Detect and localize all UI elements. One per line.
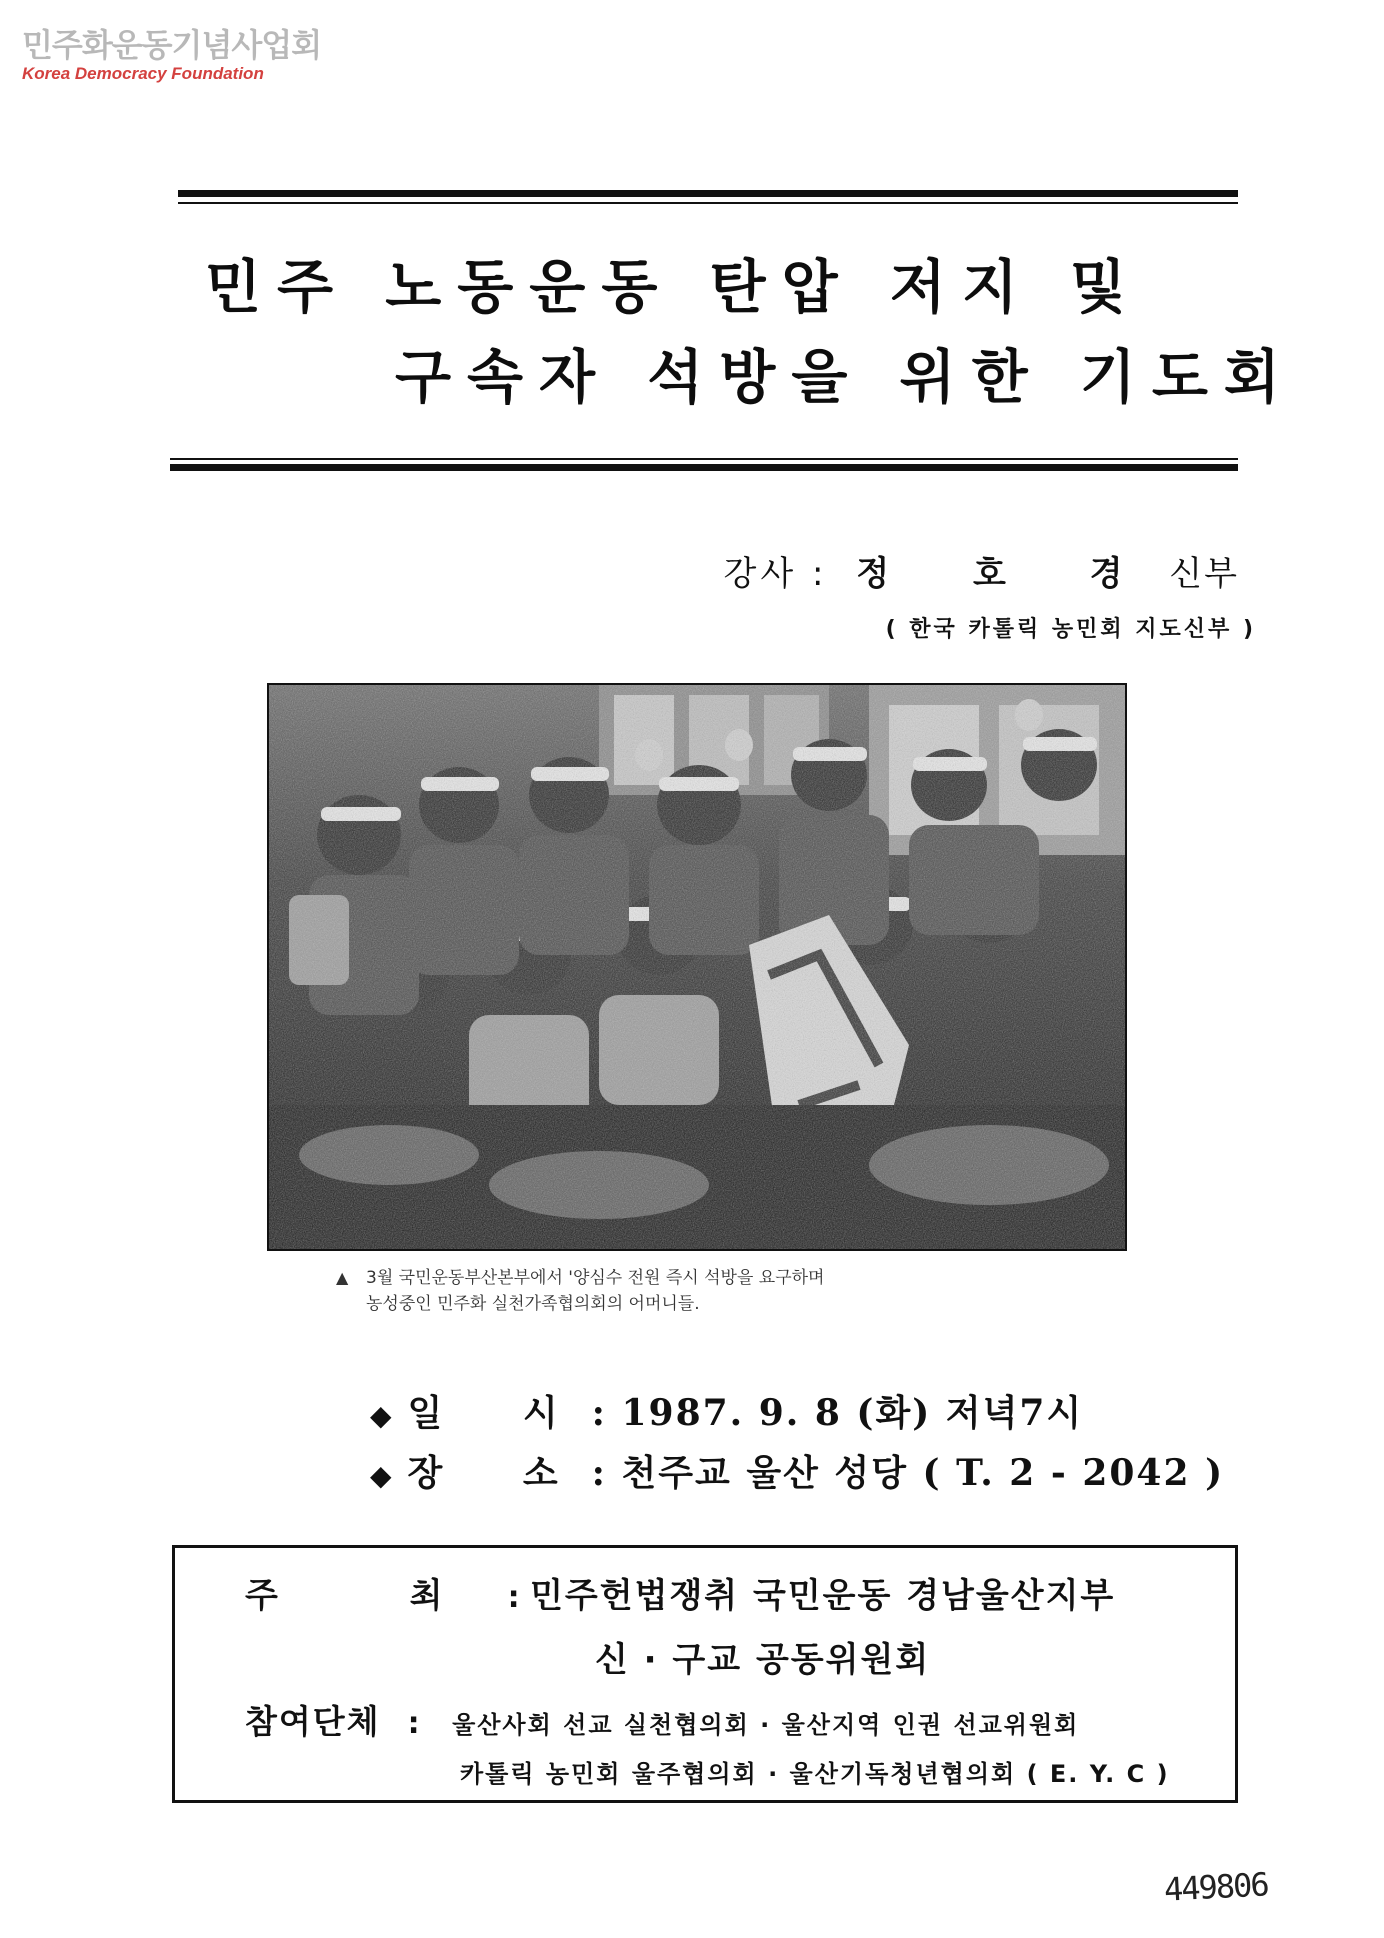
participants-line-2: 카톨릭 농민회 울주협의회 · 울산기독청년협의회 ( E. Y. C ) bbox=[460, 1760, 1170, 1788]
speaker-title: 신부 bbox=[1169, 554, 1239, 594]
bottom-rule-thin bbox=[170, 458, 1238, 460]
logo-korean-text: 민주화운동기념사업회 bbox=[22, 26, 322, 64]
participants-colon: : bbox=[407, 1706, 431, 1741]
participants-label: 참여단체 bbox=[245, 1702, 381, 1741]
caption-triangle-icon: ▲ bbox=[336, 1268, 349, 1287]
diamond-bullet-icon: ◆ bbox=[370, 1459, 394, 1492]
participants-line-1: 울산사회 선교 실천협의회 · 울산지역 인권 선교위원회 bbox=[452, 1711, 1080, 1739]
venue-label: 장 소 bbox=[407, 1452, 592, 1494]
title-line-1: 민주 노동운동 탄압 저지 및 bbox=[205, 253, 1143, 321]
venue-colon: : bbox=[591, 1452, 622, 1494]
event-venue bbox=[370, 1445, 1224, 1496]
date-label: 일 시 bbox=[407, 1392, 592, 1434]
speaker-affiliation: ( 한국 카톨릭 농민회 지도신부 ) bbox=[885, 617, 1256, 642]
organizer-box bbox=[172, 1545, 1238, 1803]
host-name-line-1: 민주헌법쟁취 국민운동 경남울산지부 bbox=[530, 1576, 1116, 1616]
bottom-rule-thick bbox=[170, 464, 1238, 471]
host-label: 주 최 bbox=[245, 1576, 503, 1616]
photo-caption bbox=[336, 1265, 1086, 1317]
venue-value: 천주교 울산 성당 ( T. 2 - 2042 ) bbox=[621, 1452, 1225, 1494]
protest-photo bbox=[267, 683, 1127, 1251]
date-colon: : bbox=[591, 1392, 622, 1434]
speaker-name: 정 호 경 bbox=[856, 554, 1159, 594]
top-rule-thin bbox=[178, 202, 1238, 204]
speaker-line bbox=[724, 546, 1240, 595]
host-row bbox=[245, 1568, 1115, 1617]
archive-number: 449806 bbox=[1163, 1865, 1269, 1909]
host-name-line-2: 신 · 구교 공동위원회 bbox=[595, 1640, 931, 1680]
participants-row bbox=[245, 1696, 1079, 1743]
date-value: 1987. 9. 8 (화) 저녁7시 bbox=[621, 1392, 1084, 1434]
host-colon: : bbox=[507, 1580, 531, 1615]
speaker-label: 강사 : bbox=[723, 554, 828, 594]
title-line-2: 구속자 석방을 위한 기도회 bbox=[395, 343, 1296, 411]
caption-line-1: 3월 국민운동부산본부에서 '양심수 전원 즉시 석방을 요구하며 bbox=[366, 1268, 825, 1288]
diamond-bullet-icon: ◆ bbox=[370, 1399, 394, 1432]
event-date bbox=[370, 1385, 1083, 1436]
caption-line-2: 농성중인 민주화 실천가족협의회의 어머니들. bbox=[366, 1294, 700, 1314]
top-rule-thick bbox=[178, 190, 1238, 197]
logo-english-text: Korea Democracy Foundation bbox=[22, 64, 264, 83]
